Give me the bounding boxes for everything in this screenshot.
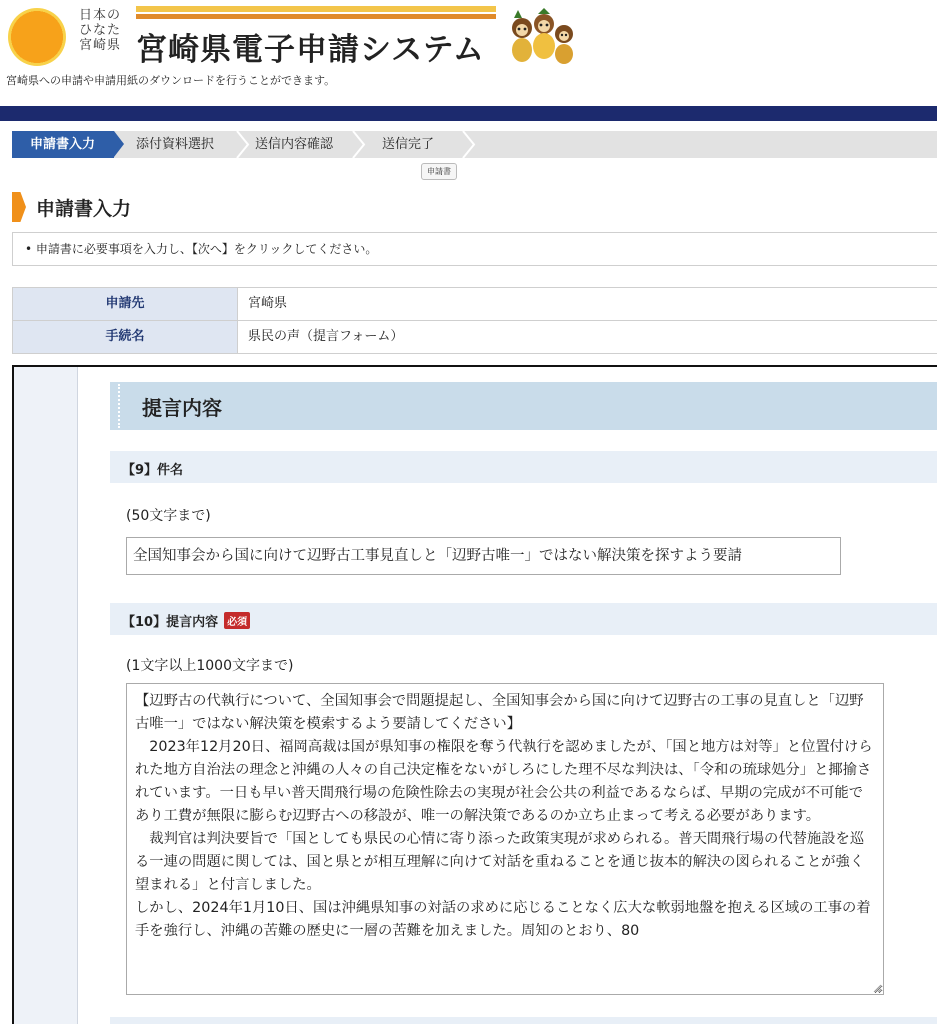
hinata-logo-text	[74, 8, 126, 53]
site-title[interactable]: 宮崎県電子申請システム	[136, 32, 485, 68]
title-stripe-orange	[136, 14, 496, 19]
table-row	[12, 288, 937, 321]
required-badge: 必須	[224, 612, 250, 629]
step-arrow-icon	[462, 131, 476, 158]
mascot-characters-icon	[504, 8, 578, 68]
title-stripe-yellow	[136, 6, 496, 12]
step-complete: 送信完了	[382, 137, 435, 152]
page-title: 申請書入力	[36, 198, 132, 220]
section-title: 提言内容	[142, 396, 222, 420]
logo-line-1: 日本の	[78, 8, 121, 23]
section-header	[110, 382, 937, 430]
step-arrow-icon	[352, 131, 366, 158]
instruction-box: • 申請書に必要事項を入力し、【次へ】をクリックしてください。	[12, 232, 937, 266]
application-info-table	[12, 287, 937, 354]
subject-input[interactable]: 全国知事会から国に向けて辺野古工事見直しと「辺野古唯一」ではない解決策を探すよう要請	[126, 537, 841, 575]
question-header-9	[110, 451, 937, 483]
step-input: 申請書入力	[12, 131, 114, 158]
question-title-9: 【9】件名	[122, 463, 184, 478]
info-value-destination: 宮崎県	[248, 296, 288, 311]
hinata-sun-logo-icon	[8, 8, 66, 66]
form-side-column	[14, 367, 78, 1024]
table-row	[12, 321, 937, 354]
header-navy-bar	[0, 106, 937, 121]
step-arrow	[114, 131, 124, 157]
info-label-procedure: 手続名	[12, 321, 238, 353]
heading-marker-icon	[12, 192, 26, 222]
site-header	[0, 0, 937, 106]
site-description: 宮崎県への申請や申請用紙のダウンロードを行うことができます。	[6, 74, 336, 87]
logo-line-2: ひなた	[78, 23, 121, 38]
step-confirm: 送信内容確認	[255, 137, 334, 152]
section-header-dots	[118, 384, 124, 428]
info-label-destination: 申請先	[12, 288, 238, 320]
step-attachments: 添付資料選択	[136, 137, 215, 152]
logo-line-3: 宮崎県	[78, 38, 121, 53]
step-tag: 申請書	[421, 163, 457, 180]
info-value-procedure: 県民の声（提言フォーム）	[248, 329, 404, 344]
step-arrow-icon	[236, 131, 250, 158]
next-question-header	[110, 1017, 937, 1024]
proposal-content-textarea[interactable]: 【辺野古の代執行について、全国知事会で問題提起し、全国知事会から国に向けて辺野古の工事の見直しと「辺野古唯一」ではない解決策を模索するよう要請してください】 2023年12月20日、福岡高裁は国が県知事の権限を奪う代執行を認めましたが、「国と地方は対等」と位置付けられた地方自治法の理念と沖縄の人々の自己決定権をないがしろにした理不尽な判決は、「令和の琉球処分」と揶揄されています。一日も早い普天間飛行場の危険性除去の実現が社会公共の利益であるならば、早期の完成が不可能であり工費が無限に膨らむ辺野古への移設が、唯一の解決策であるのか立ち止まって考える必要があります。 裁判官は判決要旨で「国としても県民の心情に寄り添った政策実現が求められる。普天間飛行場の代替施設を巡る一連の問題に関しては、国と県とが相互理解に向けて対話を重ねることを通じ抜本的解決の図られることが強く望まれる」と付言しました。 しかし、2024年1月10日、国は沖縄県知事の対話の求めに応じることなく広大な軟弱地盤を抱える区域の工事の着手を強行し、沖縄の苦難の歴史に一層の苦難を加えました。周知のとおり、80	[126, 683, 884, 995]
question-title-10-text: 【10】提言内容	[122, 615, 219, 630]
subject-hint: (50文字まで)	[126, 508, 211, 524]
question-title-10	[122, 611, 250, 630]
progress-steps	[12, 131, 937, 158]
resize-handle-icon[interactable]	[872, 983, 882, 993]
content-hint: (1文字以上1000文字まで)	[126, 658, 294, 674]
